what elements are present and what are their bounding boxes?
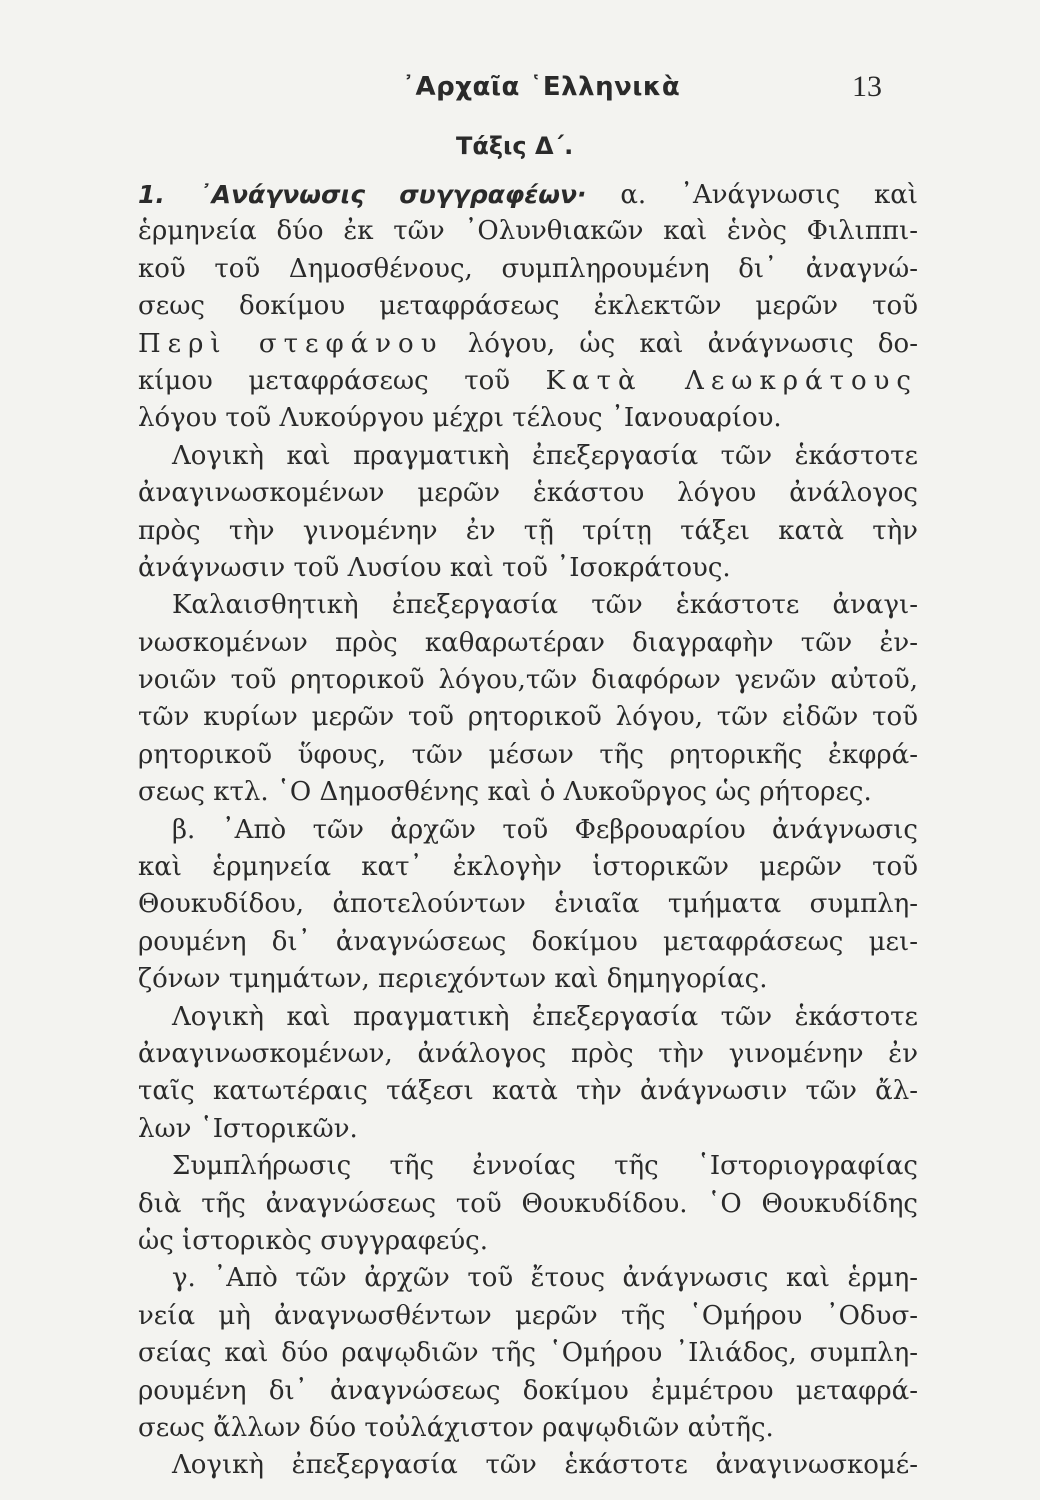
line-text: λόγου τοῦ Λυκούργου μέχρι τέλους ᾽Ιανουαρίου. [138,403,782,434]
text-line [138,1148,918,1185]
line-text: ζόνων τμημάτων, περιεχόντων καὶ δημηγορίας. [138,964,768,995]
page-header [0,66,1040,110]
text-line [138,999,918,1036]
text-line [138,886,918,923]
line-text: σείας καὶ δύο ραψῳδιῶν τῆς ῾Ομήρου ᾽Ιλιάδος, συμπλη- [138,1338,918,1369]
text-line [138,363,918,400]
text-line [138,438,918,475]
line-text: ρητορικοῦ ὕφους, τῶν μέσων τῆς ρητορικῆς ἐκφρά- [138,739,918,770]
text-line [138,176,918,213]
line-text: ρουμένη δι᾽ ἀναγνώσεως δοκίμου μεταφράσεως μει- [138,926,918,957]
text-line [138,213,918,250]
text-line [138,1111,918,1148]
line-text: καὶ ἑρμηνεία κατ᾽ ἐκλογὴν ἱστορικῶν μερῶν τοῦ [138,852,918,883]
text-line [138,1073,918,1110]
text-line [138,1036,918,1073]
text-line [138,400,918,437]
line-text: γ. ᾽Απὸ τῶν ἀρχῶν τοῦ ἔτους ἀνάγνωσις καὶ ἑρμη- [172,1263,918,1294]
line-text: ἑρμηνεία δύο ἐκ τῶν ᾽Ολυνθιακῶν καὶ ἑνὸς Φιλιππι- [138,216,918,247]
line-text: Θουκυδίδου, ἀποτελούντων ἑνιαῖα τμήματα συμπλη- [138,889,918,920]
line-text: κίμου μεταφράσεως τοῦ [138,365,546,396]
text-line [138,513,918,550]
text-line [138,1335,918,1372]
line-text: σεως δοκίμου μεταφράσεως ἐκλεκτῶν μερῶν τοῦ [138,291,918,322]
line-text: Καλαισθητικὴ ἐπεξεργασία τῶν ἑκάστοτε ἀναγι- [172,590,918,621]
line-text: Συμπλήρωσις τῆς ἐννοίας τῆς ῾Ιστοριογραφίας [172,1151,918,1182]
text-line [138,326,918,363]
running-title: ᾽Αρχαῖα ῾Ελληνικὰ [402,72,681,102]
text-line [138,1223,918,1260]
text-line [138,1298,918,1335]
text-line [138,662,918,699]
text-line [138,812,918,849]
text-line [138,550,918,587]
text-line [138,1447,918,1484]
text-line [138,924,918,961]
text-line [138,1373,918,1410]
line-text: Λογικὴ ἐπεξεργασία τῶν ἑκάστοτε ἀναγινωσκομέ- [172,1450,918,1481]
text-line [138,774,918,811]
spaced-title: Περὶ στεφάνου [138,328,444,359]
text-line [138,1260,918,1297]
line-text: νοιῶν τοῦ ρητορικοῦ λόγου,τῶν διαφόρων γενῶν αὐτοῦ, [138,665,918,696]
line-text: ἀνάγνωσιν τοῦ Λυσίου καὶ τοῦ ᾽Ισοκράτους. [138,552,731,583]
page-number: 13 [852,70,882,103]
line-text: νεία μὴ ἀναγνωσθέντων μερῶν τῆς ῾Ομήρου ᾽Οδυσ- [138,1300,918,1331]
line-text: πρὸς τὴν γινομένην ἐν τῇ τρίτῃ τάξει κατὰ τὴν [138,515,918,546]
text-line [138,625,918,662]
line-text: ὡς ἱστορικὸς συγγραφεύς. [138,1225,488,1256]
text-line [138,961,918,998]
section-lead: 1. ᾽Ανάγνωσις συγγραφέων· [138,180,587,209]
line-text: ρουμένη δι᾽ ἀναγνώσεως δοκίμου ἐμμέτρου μεταφρά- [138,1375,918,1406]
text-line [138,699,918,736]
line-text: Λογικὴ καὶ πραγματικὴ ἐπεξεργασία τῶν ἑκάστοτε [172,440,918,471]
line-text: ταῖς κατωτέραις τάξεσι κατὰ τὴν ἀνάγνωσιν τῶν ἄλ- [138,1076,918,1107]
line-text: β. ᾽Απὸ τῶν ἀρχῶν τοῦ Φεβρουαρίου ἀνάγνωσις [172,814,918,845]
text-line [138,1186,918,1223]
line-text: κοῦ τοῦ Δημοσθένους, συμπληρουμένη δι᾽ ἀναγνώ- [138,253,918,284]
line-text: σεως ἄλλων δύο τοὐλάχιστον ραψῳδιῶν αὐτῆς. [138,1412,774,1443]
line-text: διὰ τῆς ἀναγνώσεως τοῦ Θουκυδίδου. ῾Ο Θουκυδίδης [138,1188,918,1219]
text-line [138,288,918,325]
text-line [138,849,918,886]
text-line [138,475,918,512]
text-line [138,251,918,288]
line-text: νωσκομένων πρὸς καθαρωτέραν διαγραφὴν τῶν ἐν- [138,627,918,658]
line-text: λων ῾Ιστορικῶν. [138,1113,358,1144]
line-text: τῶν κυρίων μερῶν τοῦ ρητορικοῦ λόγου, τῶν εἰδῶν τοῦ [138,702,918,733]
body-text [138,176,918,1485]
line-text: α. ᾽Ανάγνωσις καὶ [586,180,918,210]
line-text: Λογικὴ καὶ πραγματικὴ ἐπεξεργασία τῶν ἑκάστοτε [172,1001,918,1032]
spaced-title: Κατὰ Λεωκράτους [545,365,918,396]
line-text: ἀναγινωσκομένων, ἀνάλογος πρὸς τὴν γινομένην ἐν [138,1038,918,1069]
text-line [138,737,918,774]
line-text: ἀναγινωσκομένων μερῶν ἑκάστου λόγου ἀνάλογος [138,478,918,509]
text-line [138,587,918,624]
section-heading: Τάξις Δ΄. [456,132,574,160]
text-line [138,1410,918,1447]
line-text: σεως κτλ. ῾Ο Δημοσθένης καὶ ὁ Λυκοῦργος ὡς ρήτορες. [138,777,872,808]
line-text: λόγου, ὡς καὶ ἀνάγνωσις δο- [443,328,918,359]
